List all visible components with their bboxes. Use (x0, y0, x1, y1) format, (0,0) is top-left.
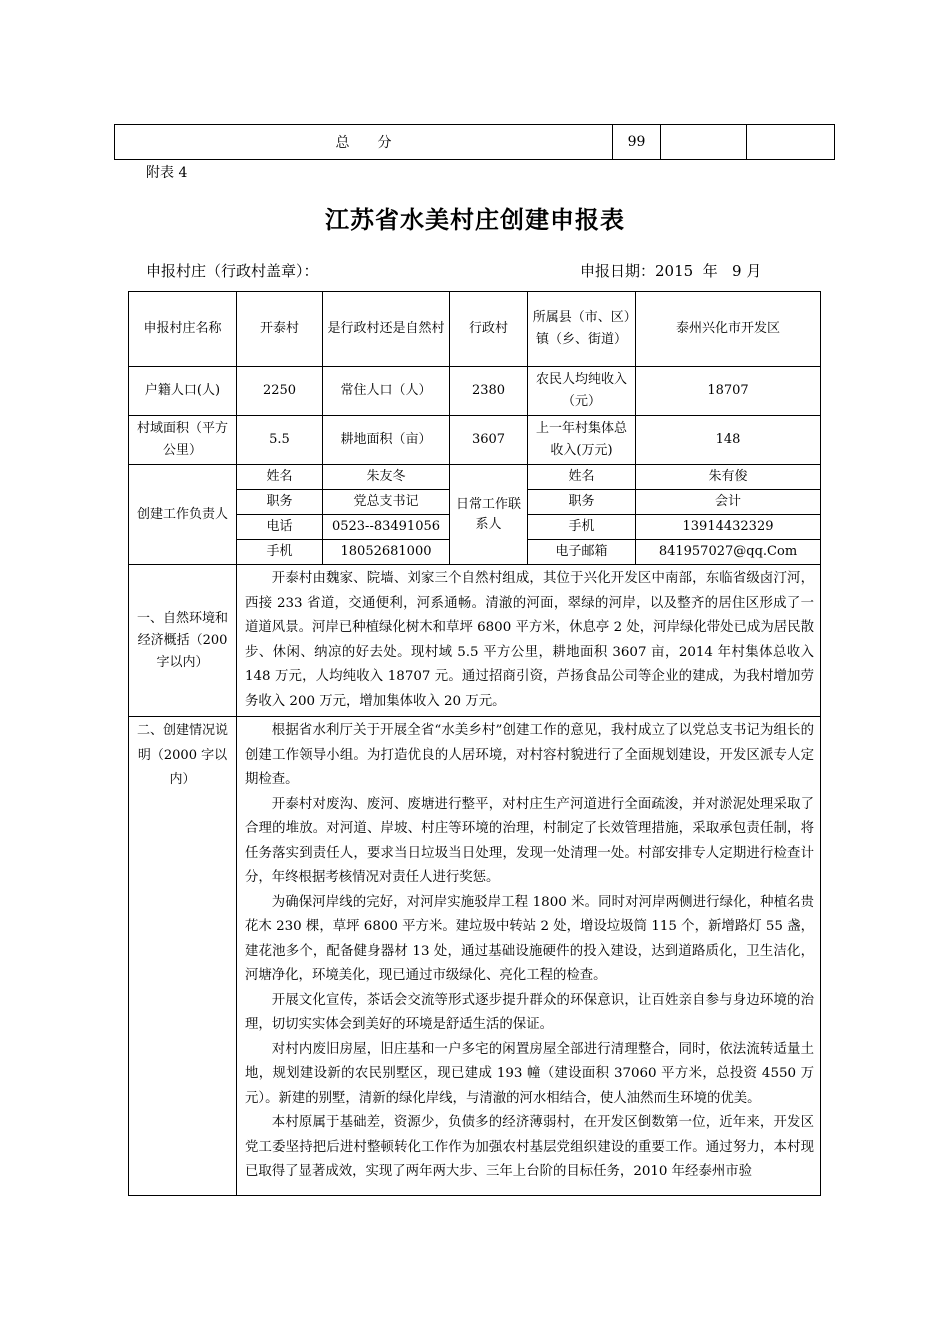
contact-value: 朱友冬 (323, 465, 450, 490)
collective-income-label: 上一年村集体总收入(万元) (528, 416, 636, 465)
appendix-label: 附表 4 (146, 165, 188, 181)
collective-income-value: 148 (636, 416, 821, 465)
contact-key: 电话 (237, 515, 323, 540)
income-value: 18707 (636, 367, 821, 416)
contact-value: 朱有俊 (636, 465, 821, 490)
section2-paragraph: 本村原属于基础差，资源少，负债多的经济薄弱村，在开发区倒数第一位，近年来，开发区党工委坚持把后进村整顿转化工作作为加强农村基层党组织建设的重要工作。通过努力，本村现已取得了显著成效，实现了两年两大步、三年上台阶的目标任务，2010 年经泰州市验 (245, 1115, 814, 1179)
village-area-value: 5.5 (237, 416, 323, 465)
application-date: 申报日期：2015 年 9 月 (580, 262, 762, 280)
contact-key: 电子邮箱 (528, 540, 636, 565)
area-row (129, 416, 821, 465)
contact-value: 会计 (636, 490, 821, 515)
income-label: 农民人均纯收入（元） (528, 367, 636, 416)
contact-key: 手机 (528, 515, 636, 540)
section2-text-cell (237, 717, 821, 1196)
village-area-label: 村域面积（平方公里） (129, 416, 237, 465)
farmland-label: 耕地面积（亩） (323, 416, 450, 465)
section1-paragraph: 开泰村由魏家、院墙、刘家三个自然村组成，其位于兴化开发区中南部，东临省级卤汀河，西接 233 省道，交通便利，河系通畅。清澈的河面，翠绿的河岸，以及整齐的居住区形成了一道道风景。河岸已种植绿化树木和草坪 6800 平方米，休息亭 2 处，河岸绿化带处已成为居民散步、休闲、纳凉的好去处。现村域 5.5 平方公里，耕地面积 3607 亩，2014 年村集体总收入 148 万元，人均纯收入 18707 元。通过招商引资，芦扬食品公司等企业的建成，为我村增加劳务收入 200 万元，增加集体收入 20 万元。 (245, 571, 814, 709)
village-name-label: 申报村庄名称 (129, 292, 237, 367)
section1-text-cell (237, 565, 821, 717)
contact-key: 职务 (528, 490, 636, 515)
contact-value: 党总支书记 (323, 490, 450, 515)
contact-value: 13914432329 (636, 515, 821, 540)
county-value: 泰州兴化市开发区 (636, 292, 821, 367)
contact-value: 0523--83491056 (323, 515, 450, 540)
registered-population-value: 2250 (237, 367, 323, 416)
form-title: 江苏省水美村庄创建申报表 (325, 206, 625, 234)
county-label: 所属县（市、区）镇（乡、街道） (528, 292, 636, 367)
contact-key: 手机 (237, 540, 323, 565)
application-form-table (128, 291, 821, 1196)
blank-cell (747, 125, 835, 160)
population-row (129, 367, 821, 416)
total-score-label: 总 分 (115, 125, 613, 160)
contact-row (129, 465, 821, 490)
registered-population-label: 户籍人口(人) (129, 367, 237, 416)
natural-environment-row (129, 565, 821, 717)
village-type-label: 是行政村还是自然村 (323, 292, 450, 367)
contact-value: 18052681000 (323, 540, 450, 565)
resident-population-value: 2380 (450, 367, 528, 416)
daily-contact-label: 日常工作联系人 (450, 465, 528, 565)
section2-label: 二、创建情况说明（2000 字以内） (129, 717, 237, 1196)
section2-paragraph: 根据省水利厅关于开展全省“水美乡村”创建工作的意见，我村成立了以党总支书记为组长的创建工作领导小组。为打造优良的人居环境，对村容村貌进行了全面规划建设，开发区派专人定期检查。 (245, 723, 814, 787)
total-score-value: 99 (613, 125, 661, 160)
farmland-value: 3607 (450, 416, 528, 465)
section1-label: 一、自然环境和经济概括（200 字以内） (129, 565, 237, 717)
contact-key: 职务 (237, 490, 323, 515)
blank-cell (661, 125, 747, 160)
creation-description-row (129, 717, 821, 1196)
contact-value: 841957027@qq.Com (636, 540, 821, 565)
village-name-value: 开泰村 (237, 292, 323, 367)
header-row (129, 292, 821, 367)
section2-paragraph: 开泰村对废沟、废河、废塘进行整平，对村庄生产河道进行全面疏浚，并对淤泥处理采取了合理的堆放。对河道、岸坡、村庄等环境的治理，村制定了长效管理措施，采取承包责任制，将任务落实到责任人，要求当日垃圾当日处理，发现一处清理一处。村部安排专人定期进行检查计分，年终根据考核情况对责任人进行奖惩。 (245, 796, 814, 885)
contact-key: 姓名 (528, 465, 636, 490)
leader-label: 创建工作负责人 (129, 465, 237, 565)
section2-paragraph: 为确保河岸线的完好，对河岸实施驳岸工程 1800 米。同时对河岸两侧进行绿化，种植名贵花木 230 棵，草坪 6800 平方米。建垃圾中转站 2 处，增设垃圾筒 115 个，新增路灯 55 盏，建花池多个，配备健身器材 13 处，通过基础设施硬件的投入建设，达到道路质化，卫生洁化，河塘净化，环境美化，现已通过市级绿化、亮化工程的检查。 (245, 894, 814, 983)
section2-paragraph: 对村内废旧房屋，旧庄基和一户多宅的闲置房屋全部进行清理整合，同时，依法流转适量土地，规划建设新的农民别墅区，现已建成 193 幢（建设面积 37060 平方米，总投资 4550 万元）。新建的别墅，清新的绿化岸线，与清澈的河水相结合，使人油然而生环境的优美。 (245, 1041, 814, 1106)
resident-population-label: 常住人口（人） (323, 367, 450, 416)
total-score-row (115, 125, 835, 160)
applicant-village-label: 申报村庄（行政村盖章）： (146, 262, 319, 280)
section2-paragraph: 开展文化宣传，茶话会交流等形式逐步提升群众的环保意识，让百姓亲自参与身边环境的治理，切切实实体会到美好的环境是舒适生活的保证。 (245, 992, 814, 1032)
village-type-value: 行政村 (450, 292, 528, 367)
total-score-table (114, 124, 835, 160)
contact-key: 姓名 (237, 465, 323, 490)
